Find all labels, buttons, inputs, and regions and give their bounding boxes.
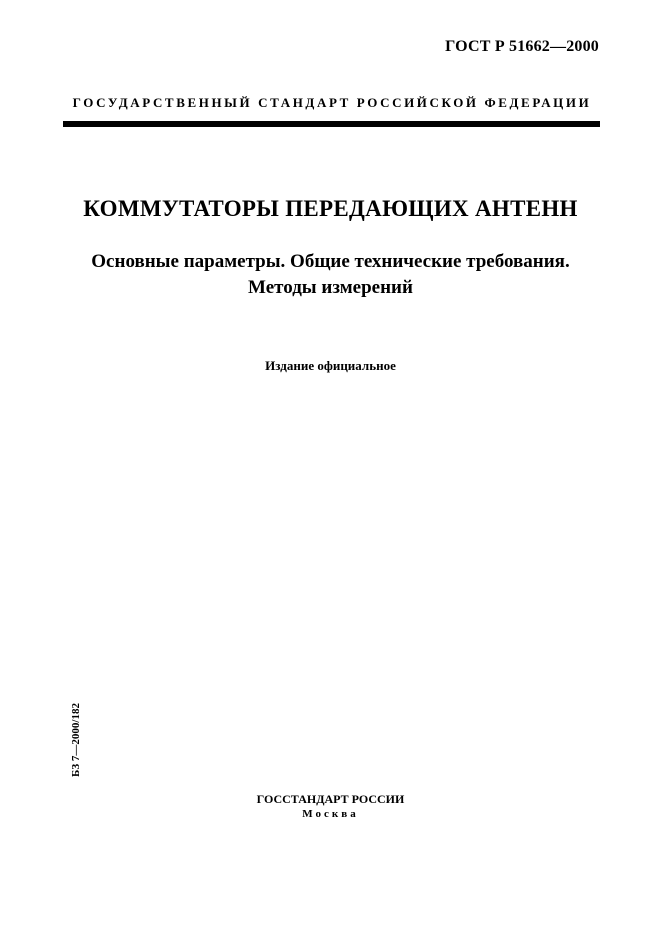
publisher-city: Москва (302, 808, 359, 820)
document-code: ГОСТ Р 51662—2000 (445, 38, 599, 55)
side-registration-code: БЗ 7—2000/182 (70, 703, 82, 777)
header-divider (63, 121, 600, 127)
subtitle-line-1: Основные параметры. Общие технические требования. (91, 251, 570, 272)
subtitle-line-2: Методы измерений (248, 277, 413, 298)
document-subtitle (0, 249, 661, 301)
document-title: КОММУТАТОРЫ ПЕРЕДАЮЩИХ АНТЕНН (83, 196, 578, 221)
state-standard-heading: ГОСУДАРСТВЕННЫЙ СТАНДАРТ РОССИЙСКОЙ ФЕДЕРАЦИИ (72, 95, 592, 110)
edition-label: Издание официальное (265, 358, 396, 373)
publisher-name: ГОССТАНДАРТ РОССИИ (256, 792, 405, 806)
